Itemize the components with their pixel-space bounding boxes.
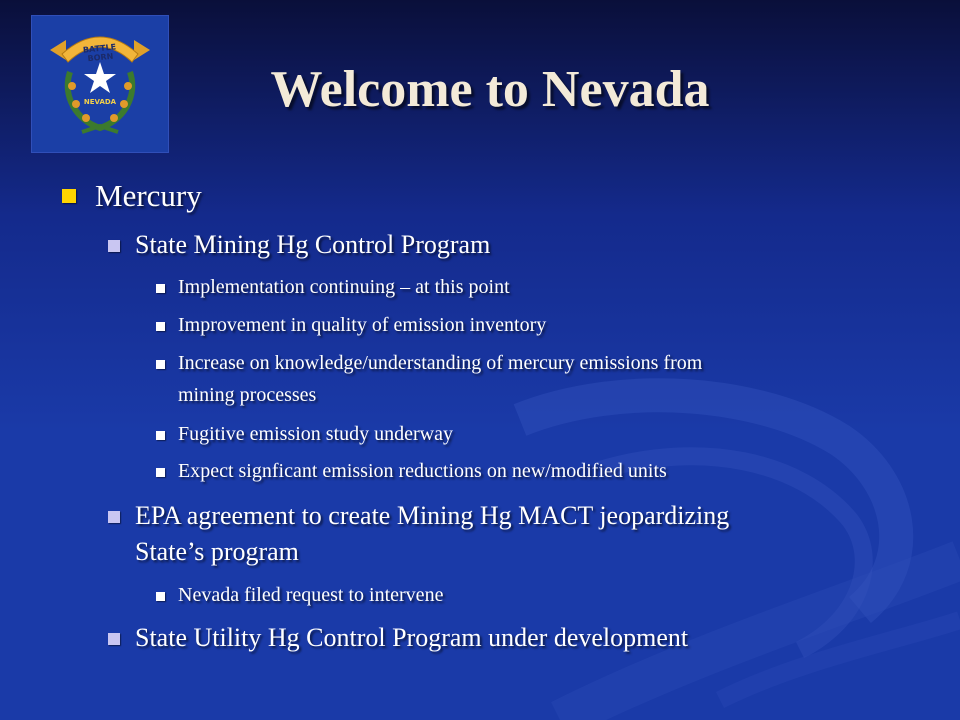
slide-title: Welcome to Nevada bbox=[270, 61, 710, 118]
bullet-epa-agreement bbox=[135, 501, 729, 531]
bullet-marker bbox=[108, 511, 120, 523]
nevada-flag bbox=[32, 16, 168, 152]
bullet-epa-continued bbox=[135, 537, 299, 567]
bullet-marker bbox=[156, 284, 165, 293]
bullet-marker bbox=[156, 431, 165, 440]
bullet-text: State Utility Hg Control Program under development bbox=[135, 623, 689, 652]
bullet-marker bbox=[62, 189, 76, 203]
bullet-text: mining processes bbox=[178, 384, 317, 406]
bullet-marker bbox=[108, 633, 120, 645]
flag-banner-text: BATTLE BORN bbox=[82, 42, 117, 64]
bullet-improvement bbox=[178, 314, 546, 337]
bullet-implementation bbox=[178, 276, 510, 299]
bullet-text: State Mining Hg Control Program bbox=[135, 230, 491, 259]
bullet-increase-continued bbox=[178, 384, 316, 407]
bullet-fugitive bbox=[178, 423, 453, 446]
bullet-state-mining bbox=[135, 230, 490, 260]
bullet-mercury bbox=[95, 178, 202, 214]
bullet-text: Improvement in quality of emission inventory bbox=[178, 314, 547, 336]
bullet-text: Fugitive emission study underway bbox=[178, 423, 453, 445]
bullet-text: Mercury bbox=[95, 178, 202, 213]
bullet-expect bbox=[178, 460, 667, 483]
bullet-text: EPA agreement to create Mining Hg MACT jeopardizing bbox=[135, 501, 730, 530]
bullet-increase bbox=[178, 352, 702, 375]
bullet-marker bbox=[156, 592, 165, 601]
bullet-marker bbox=[156, 322, 165, 331]
flag-state-name: NEVADA bbox=[83, 98, 117, 106]
bullet-text: State’s program bbox=[135, 537, 299, 566]
bullet-text: Increase on knowledge/understanding of mercury emissions from bbox=[178, 352, 703, 374]
bullet-text: Nevada filed request to intervene bbox=[178, 584, 444, 606]
bullet-text: Implementation continuing – at this point bbox=[178, 276, 510, 298]
bullet-state-utility bbox=[135, 623, 688, 653]
nevada-emblem-icon bbox=[32, 16, 168, 152]
bullet-text: Expect signficant emission reductions on new/modified units bbox=[178, 460, 667, 482]
bullet-marker bbox=[156, 468, 165, 477]
bullet-nevada-filed bbox=[178, 584, 443, 607]
bullet-marker bbox=[156, 360, 165, 369]
bullet-marker bbox=[108, 240, 120, 252]
